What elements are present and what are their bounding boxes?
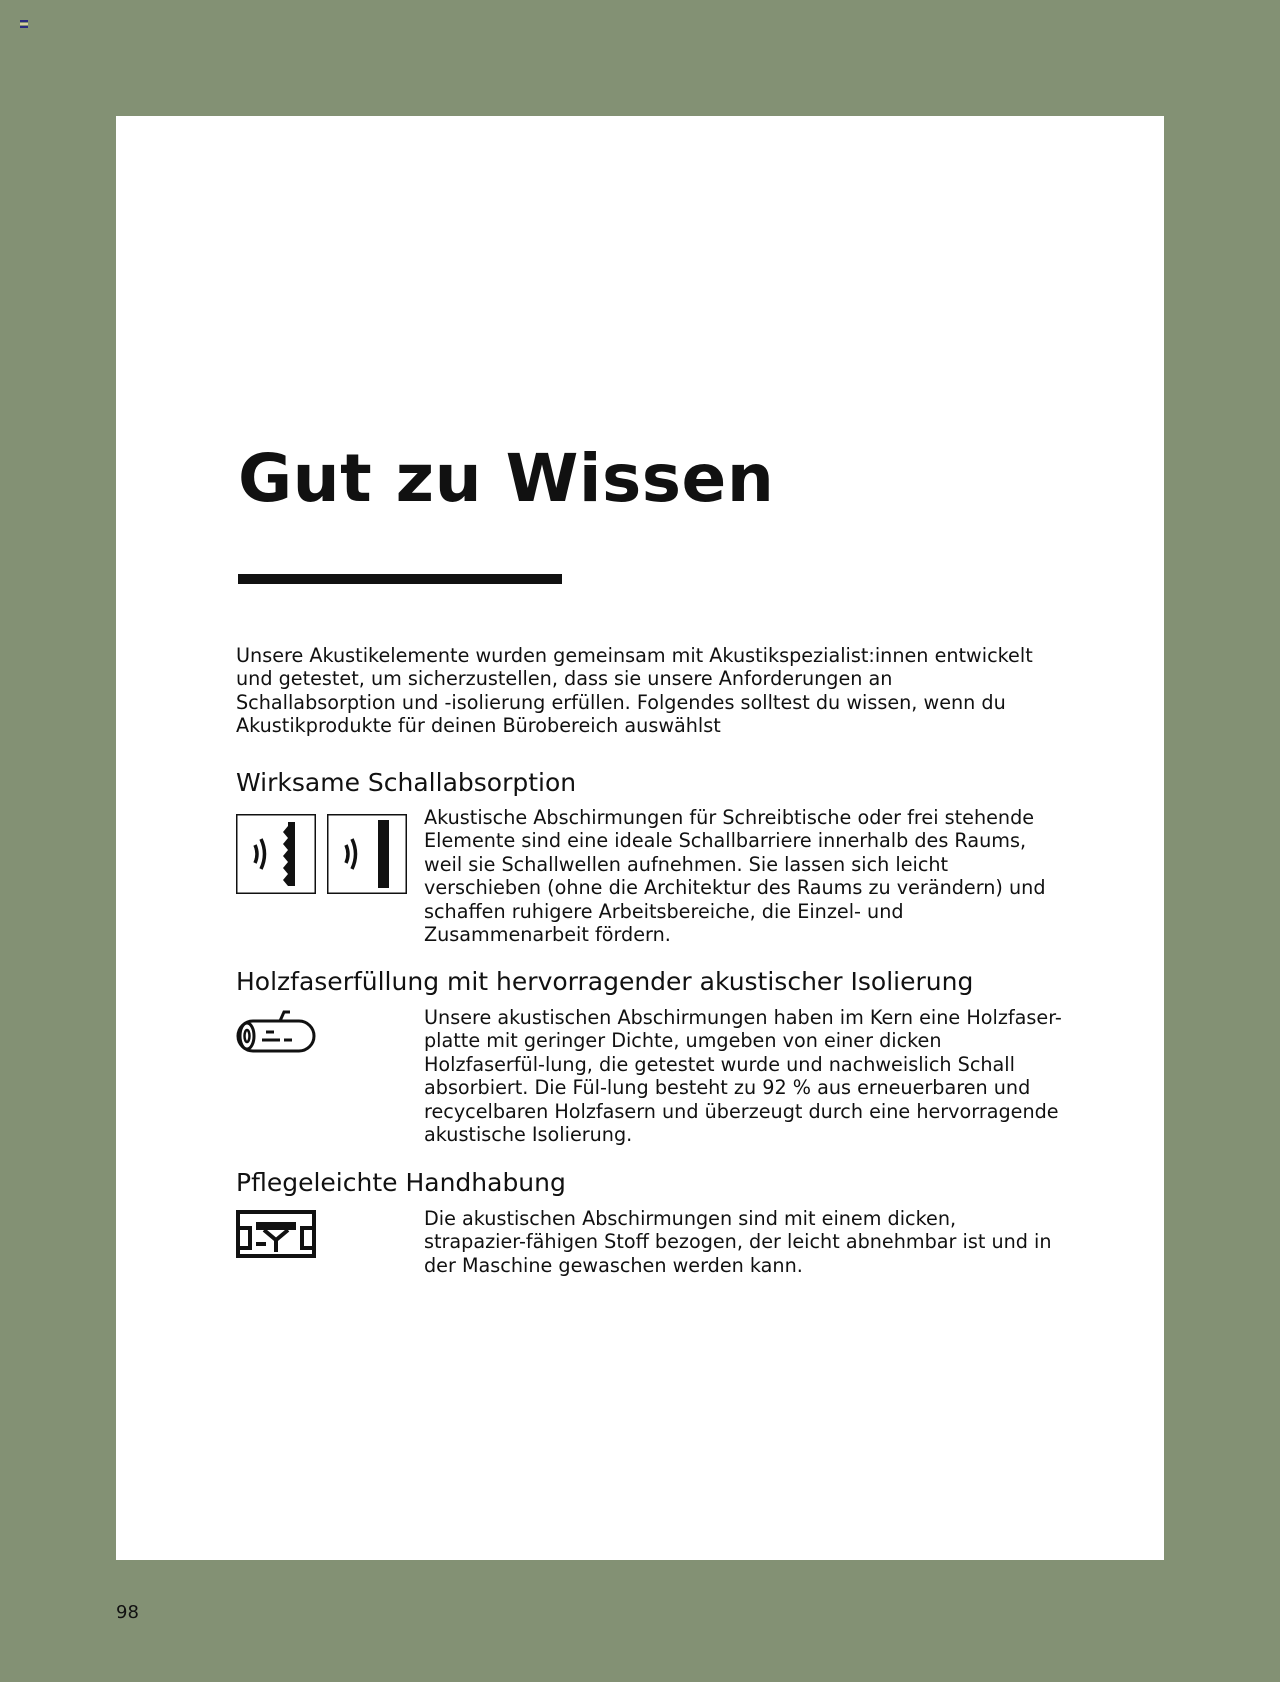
page-number: 98 bbox=[116, 1602, 139, 1623]
washable-cover-icon bbox=[236, 1208, 316, 1258]
section-body-easy-care: Die akustischen Abschirmungen sind mit einem dicken, strapazier-fähigen Stoff bezogen, der leicht abnehmbar ist und in der Maschine gewaschen werden kann. bbox=[424, 1207, 1052, 1277]
section-body-wood-fiber: Unsere akustischen Abschirmungen haben im Kern eine Holzfaser-platte mit geringer Dichte, umgeben von einer dicken Holzfaserfül-lung, die getestet wurde und nachweislich Schall absorbiert. Die Fül-lung besteht zu 92 % aus erneuerbaren und recycelbaren Holzfasern und überzeugt durch eine hervorragende akustische Isolierung. bbox=[424, 1006, 1062, 1147]
intro-paragraph: Unsere Akustikelemente wurden gemeinsam mit Akustikspezialist:innen entwickelt und getestet, um sicherzustellen, dass sie unsere Anforderungen an Schallabsorption und -isolierung erfüllen. Folgendes solltest du wissen, wenn du Akustikprodukte für deinen Bürobereich auswählst bbox=[236, 644, 1033, 738]
title-underline bbox=[238, 574, 562, 584]
section-heading-wood-fiber: Holzfaserfüllung mit hervorragender akustischer Isolierung bbox=[236, 967, 974, 996]
section-body-sound-absorption: Akustische Abschirmungen für Schreibtische oder frei stehende Elemente sind eine ideale Schallbarriere innerhalb des Raums, weil sie Schallwellen aufnehmen. Sie lassen sich leicht verschieben (ohne die Architektur des Raums zu verändern) und schaffen ruhigere Arbeitsbereiche, die Einzel- und Zusammenarbeit fördern. bbox=[424, 806, 1046, 947]
section-heading-sound-absorption: Wirksame Schallabsorption bbox=[236, 768, 577, 797]
wood-log-icon bbox=[236, 1008, 316, 1058]
sound-barrier-icon bbox=[327, 814, 407, 894]
content-sheet bbox=[116, 116, 1164, 1560]
corner-marker bbox=[20, 20, 28, 28]
section-heading-easy-care: Pflegeleichte Handhabung bbox=[236, 1168, 566, 1197]
sound-absorption-icon bbox=[236, 814, 316, 894]
page-title: Gut zu Wissen bbox=[238, 440, 775, 517]
